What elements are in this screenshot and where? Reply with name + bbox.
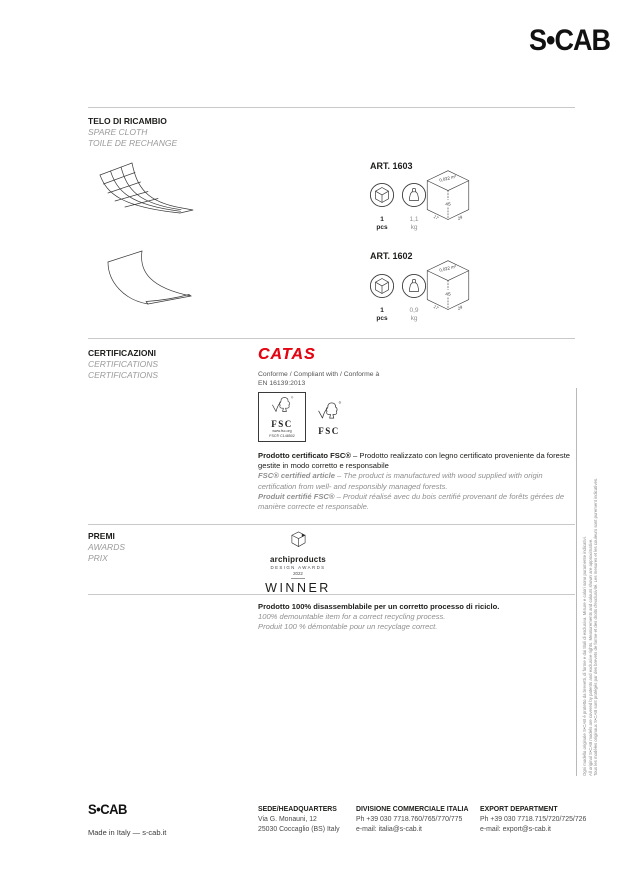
packaging-box-icon [424, 258, 472, 314]
section-divider [88, 524, 575, 525]
registered-mark: ® [338, 401, 342, 406]
fsc-paragraph [258, 451, 572, 512]
legal-note-it: Ogni modello originale S•CAB è protetto da brevetti, di forme e dai titoli di esclusiva. Misure e colori sono puramente indicativi. [582, 536, 587, 776]
fsc-label-plain [310, 400, 348, 436]
weight-value: 0,9 [409, 307, 419, 314]
pcs-unit: pcs [376, 223, 388, 231]
fsc-paragraph-fr: – Produit réalisé avec du bois certifié provenant de forêts gérées de manière correcte et responsable. [258, 491, 565, 512]
spare-cloth-drawing-1602 [96, 248, 201, 313]
footer-italy-division [356, 805, 468, 835]
section-divider [88, 338, 575, 339]
fsc-tree-icon [270, 395, 294, 414]
export-department-phone: Ph +39 030 7718.715/720/725/726 [480, 816, 587, 823]
registered-mark: ® [291, 395, 294, 400]
packaging-box-icon [424, 168, 472, 224]
headquarters-address-line1: Via G. Monauni, 12 [258, 816, 317, 823]
fsc-wordmark: FSC [271, 419, 293, 429]
section-title-fr: PRIX [88, 553, 108, 563]
archiproducts-cube-icon [290, 531, 307, 548]
italy-division-phone: Ph +39 030 7718.760/765/770/775 [356, 816, 463, 823]
winner-label: WINNER [265, 581, 331, 595]
recycling-paragraph [258, 602, 572, 633]
section-title-en: CERTIFICATIONS [88, 359, 159, 369]
italy-division-email[interactable]: e-mail: italia@s-cab.it [356, 826, 422, 833]
legal-note [582, 388, 599, 776]
box-volume-label: 0,022 m³ [438, 173, 457, 183]
footer-export-department [480, 805, 586, 835]
box-width-label: 29 [456, 304, 464, 311]
fsc-license-code: FSC® C148502 [269, 433, 295, 438]
fsc-paragraph-fr-lead: Produit certifié FSC® [258, 491, 335, 501]
export-department-title: EXPORT DEPARTMENT [480, 806, 558, 813]
fsc-label-framed [258, 392, 306, 442]
section-title-fr: TOILE DE RECHANGE [88, 138, 178, 148]
conformity-line1: Conforme / Compliant with / Conforme à [258, 371, 380, 378]
box-volume-label: 0,022 m³ [438, 263, 457, 273]
brand-logo: S•CAB [529, 24, 610, 57]
legal-note-en: All original S•CAB models are covered by patents and exclusive rights. Measurements and colours shown are approximative. [587, 538, 593, 776]
certifications-section-title [88, 348, 158, 381]
weight-unit: kg [410, 314, 418, 322]
article-code: ART. 1602 [370, 251, 413, 261]
recycling-en: 100% demountable item for a correct recycling process. [258, 612, 446, 622]
made-in-italy-label: Made in Italy — s-cab.it [88, 828, 167, 837]
pieces-icon [369, 182, 395, 208]
export-department-email[interactable]: e-mail: export@s-cab.it [480, 826, 551, 833]
section-title-fr: CERTIFICATIONS [88, 370, 159, 380]
side-divider [576, 388, 577, 776]
archiproducts-award [252, 531, 344, 595]
fsc-url: www.fsc.org [272, 429, 292, 433]
section-title-it: PREMI [88, 531, 115, 541]
pcs-unit: pcs [376, 314, 388, 322]
box-depth-label: 17 [432, 213, 440, 221]
recycling-it: Prodotto 100% disassemblabile per un corretto processo di riciclo. [258, 602, 500, 611]
article-code: ART. 1603 [370, 161, 413, 171]
section-title-en: SPARE CLOTH [88, 127, 148, 137]
box-depth-label: 17 [432, 303, 440, 311]
pcs-value: 1 [380, 307, 384, 314]
box-width-label: 29 [456, 214, 464, 221]
fsc-paragraph-en: – The product is manufactured with wood supplied with origin certification from well- and responsibly managed forests. [258, 471, 543, 491]
spare-cloth-drawing-1603 [92, 160, 200, 222]
catas-conformity-note [258, 370, 379, 388]
fsc-paragraph-en-lead: FSC® certified article [258, 471, 335, 481]
pcs-label [368, 216, 396, 231]
pcs-spec [368, 182, 396, 231]
italy-division-title: DIVISIONE COMMERCIALE ITALIA [356, 806, 469, 813]
archiproducts-wordmark: archiproducts [270, 555, 326, 564]
footer-brand-logo: S•CAB [88, 801, 127, 818]
spare-cloth-section-title [88, 116, 177, 149]
box-height-label: 45 [445, 202, 451, 208]
headquarters-title: SEDE/HEADQUARTERS [258, 806, 337, 813]
conformity-line2: EN 16139:2013 [258, 380, 306, 387]
fsc-wordmark: FSC [318, 426, 340, 436]
award-year: 2022 [293, 571, 303, 576]
pcs-value: 1 [380, 216, 384, 223]
pieces-icon [369, 273, 395, 299]
recycling-fr: Produit 100 % démontable pour un recyclage correct. [258, 622, 438, 632]
weight-unit: kg [410, 223, 418, 231]
awards-section-title [88, 531, 125, 564]
design-awards-label: DESIGN AWARDS [270, 565, 326, 570]
fsc-paragraph-it-lead: Prodotto certificato FSC® [258, 451, 351, 460]
section-divider [88, 107, 575, 108]
headquarters-address-line2: 25030 Coccaglio (BS) Italy [258, 826, 340, 833]
footer-headquarters [258, 805, 340, 835]
fsc-paragraph-it: – Prodotto realizzato con legno certificato proveniente da foreste gestite in modo corretto e responsabile [258, 451, 571, 471]
legal-note-fr: Tous les modèles originaux S•CAB sont protégés par des brevets de forme et des droits d'exclusivité. Les mesures et les couleurs sont purement indicatives. [593, 477, 599, 776]
catas-logo: CATAS [258, 346, 316, 363]
pcs-spec [368, 273, 396, 322]
weight-value: 1,1 [409, 216, 419, 223]
pcs-label [368, 307, 396, 322]
section-title-en: AWARDS [88, 542, 126, 552]
fsc-tree-icon [316, 400, 342, 421]
section-title-it: CERTIFICAZIONI [88, 348, 156, 358]
award-divider [291, 578, 305, 579]
section-title-it: TELO DI RICAMBIO [88, 116, 167, 126]
box-height-label: 45 [445, 292, 451, 298]
